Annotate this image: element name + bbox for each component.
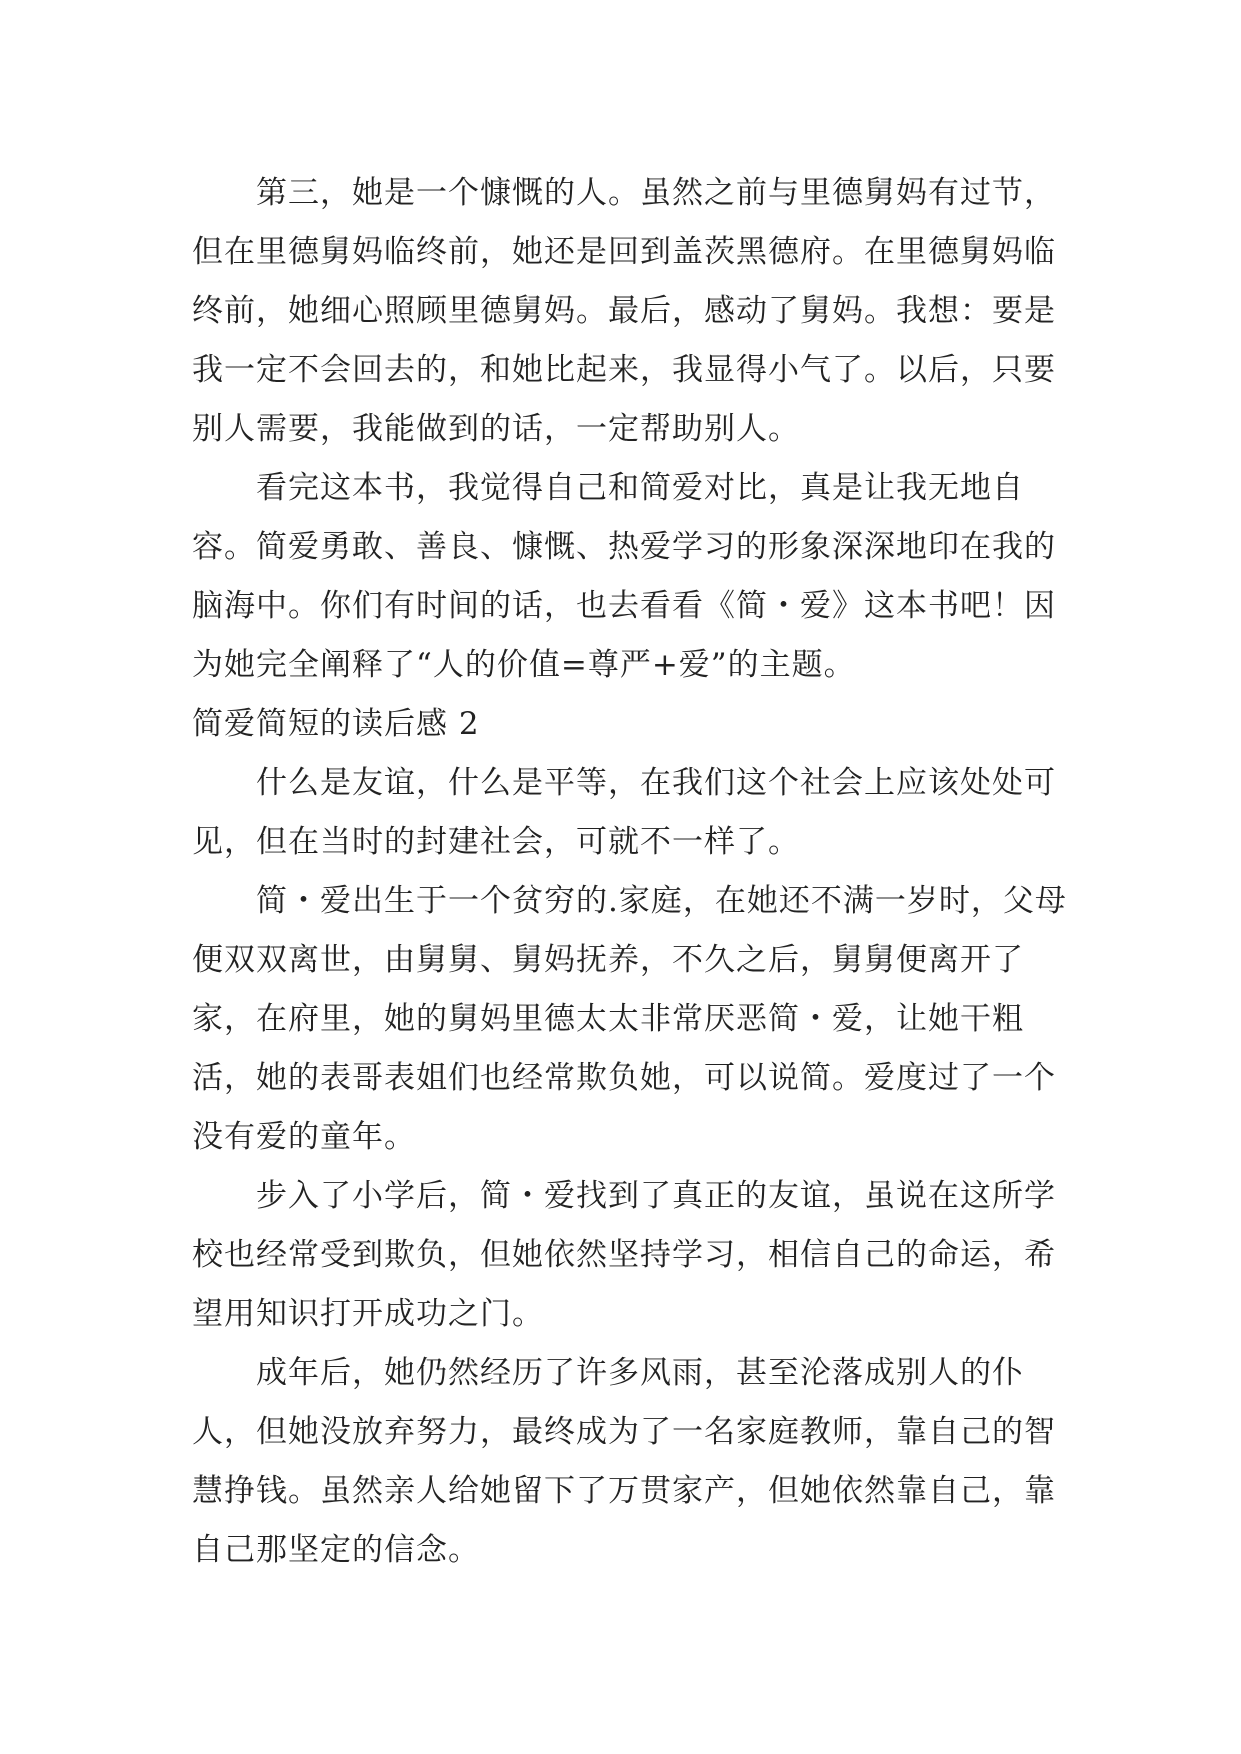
document-body [192,164,1072,1580]
paragraph-generosity: 第三，她是一个慷慨的人。虽然之前与里德舅妈有过节，但在里德舅妈临终前，她还是回到盖茨黑德府。在里德舅妈临终前，她细心照顾里德舅妈。最后，感动了舅妈。我想：要是我一定不会回去的，和她比起来，我显得小气了。以后，只要别人需要，我能做到的话，一定帮助别人。 [192,175,1056,447]
paragraph-school: 步入了小学后，简・爱找到了真正的友谊，虽说在这所学校也经常受到欺负，但她依然坚持学习，相信自己的命运，希望用知识打开成功之门。 [192,1178,1056,1332]
section-title: 简爱简短的读后感 2 [192,706,480,742]
paragraph-adulthood: 成年后，她仍然经历了许多风雨，甚至沦落成别人的仆人，但她没放弃努力，最终成为了一名家庭教师，靠自己的智慧挣钱。虽然亲人给她留下了万贯家产，但她依然靠自己，靠自己那坚定的信念。 [192,1355,1056,1568]
paragraph-friendship: 什么是友谊，什么是平等，在我们这个社会上应该处处可见，但在当时的封建社会，可就不一样了。 [192,765,1056,860]
paragraph-conclusion: 看完这本书，我觉得自己和简爱对比，真是让我无地自容。简爱勇敢、善良、慷慨、热爱学习的形象深深地印在我的脑海中。你们有时间的话，也去看看《简・爱》这本书吧！因为她完全阐释了“人的价值=尊严+爱”的主题。 [192,470,1056,683]
paragraph-childhood: 简・爱出生于一个贫穷的.家庭，在她还不满一岁时，父母便双双离世，由舅舅、舅妈抚养，不久之后，舅舅便离开了家，在府里，她的舅妈里德太太非常厌恶简・爱，让她干粗活，她的表哥表姐们也经常欺负她，可以说简。爱度过了一个没有爱的童年。 [192,883,1067,1155]
